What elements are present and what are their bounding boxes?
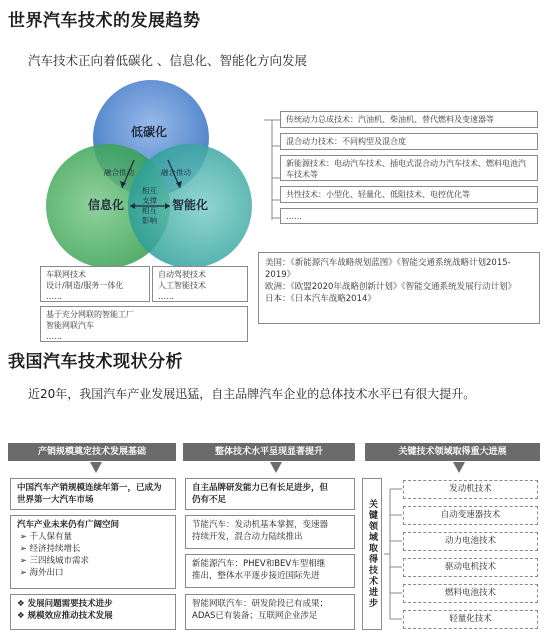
section-subtitle-china: 近20年，我国汽车产业发展迅猛，自主品牌汽车企业的总体技术水平已有很大提升。 bbox=[28, 387, 476, 401]
strategy-europe: 欧洲：《欧盟2020年战略创新计划》《智能交通系统发展行动计划》 bbox=[265, 282, 517, 292]
label-center: 相互 支撑 相互 影响 bbox=[142, 186, 157, 225]
box-hybrid: 混合动力技术：不同构型及混合度 bbox=[280, 133, 538, 150]
tech-motor: 驱动电机技术 bbox=[403, 558, 538, 577]
col3-bracket bbox=[382, 478, 404, 630]
box-autonomous: 自动驾驶技术 人工智能技术 …… bbox=[152, 266, 248, 302]
bracket-connector bbox=[262, 110, 282, 230]
venn-diagram bbox=[30, 80, 270, 270]
col2-box-new-energy: 新能源汽车：PHEV和BEV车型相继 推出，整体水平逐步接近国际先进 bbox=[185, 554, 355, 588]
col2-header: 整体技术水平呈现显著提升 bbox=[183, 443, 355, 461]
col1-header: 产销规模奠定技术发展基础 bbox=[8, 443, 176, 461]
tech-engine: 发动机技术 bbox=[403, 480, 538, 499]
box-traditional-powertrain: 传统动力总成技术：汽油机、柴油机、替代燃料及变速器等 bbox=[280, 111, 538, 128]
tech-battery: 动力电池技术 bbox=[403, 532, 538, 551]
col1-box-future: 汽车产业未来仍有广阔空间 ➢ 千人保有量 ➢ 经济持续增长 ➢ 三四线城市需求 ➢ 海外出口 bbox=[10, 515, 176, 589]
label-fusion-right: 融合推动 bbox=[161, 168, 191, 177]
col3-vertical-label: 关键领域取得技术进步 bbox=[362, 478, 382, 630]
label-intelligence: 智能化 bbox=[172, 198, 209, 212]
label-low-carbon: 低碳化 bbox=[131, 125, 168, 139]
tech-lightweight: 轻量化技术 bbox=[403, 610, 538, 629]
box-smart-factory: 基于充分网联的智能工厂 智能网联汽车 …… bbox=[40, 306, 248, 342]
box-connected-vehicle: 车联网技术 设计/制造/服务一体化 …… bbox=[40, 266, 150, 302]
box-country-strategies bbox=[258, 252, 540, 324]
strategy-japan: 日本：《日本汽车战略2014》 bbox=[265, 294, 376, 304]
col2-box-connected: 智能网联汽车：研发阶段已有成果； ADAS已有装备；互联网企业涉足 bbox=[185, 594, 355, 630]
box-common-tech: 共性技术：小型化、轻量化、低阻技术、电控优化等 bbox=[280, 186, 538, 203]
section-subtitle-world: 汽车技术正向着低碳化 、信息化、智能化方向发展 bbox=[28, 53, 307, 68]
section-title-china: 我国汽车技术现状分析 bbox=[8, 352, 183, 372]
col2-box-energy-saving: 节能汽车：发动机基本掌握，变速器 持续开发，混合动力陆续推出 bbox=[185, 515, 355, 549]
box-new-energy: 新能源技术：电动汽车技术、插电式混合动力汽车技术、燃料电池汽车技术等 bbox=[280, 155, 538, 181]
tech-fuel-cell: 燃料电池技术 bbox=[403, 584, 538, 603]
col1-box-market: 中国汽车产销规模连续年第一，已成为 世界第一大汽车市场 bbox=[10, 478, 176, 510]
label-fusion-left: 融合推动 bbox=[104, 168, 134, 177]
col3-header: 关键技术领域取得重大进展 bbox=[365, 443, 540, 461]
label-informatization: 信息化 bbox=[88, 198, 125, 212]
box-ellipsis: …… bbox=[280, 208, 538, 224]
header-arrows bbox=[8, 461, 543, 475]
tech-transmission: 自动变速器技术 bbox=[403, 506, 538, 525]
strategy-usa: 美国：《新能源汽车战略规划蓝图》《智能交通系统战略计划2015-2019》 bbox=[265, 258, 511, 280]
col2-box-rd: 自主品牌研发能力已有长足进步，但 仍有不足 bbox=[185, 478, 355, 510]
section-title-world: 世界汽车技术的发展趋势 bbox=[8, 11, 201, 31]
col1-box-drivers: ❖ 发展问题需要技术进步 ❖ 规模效应推动技术发展 bbox=[10, 594, 176, 630]
